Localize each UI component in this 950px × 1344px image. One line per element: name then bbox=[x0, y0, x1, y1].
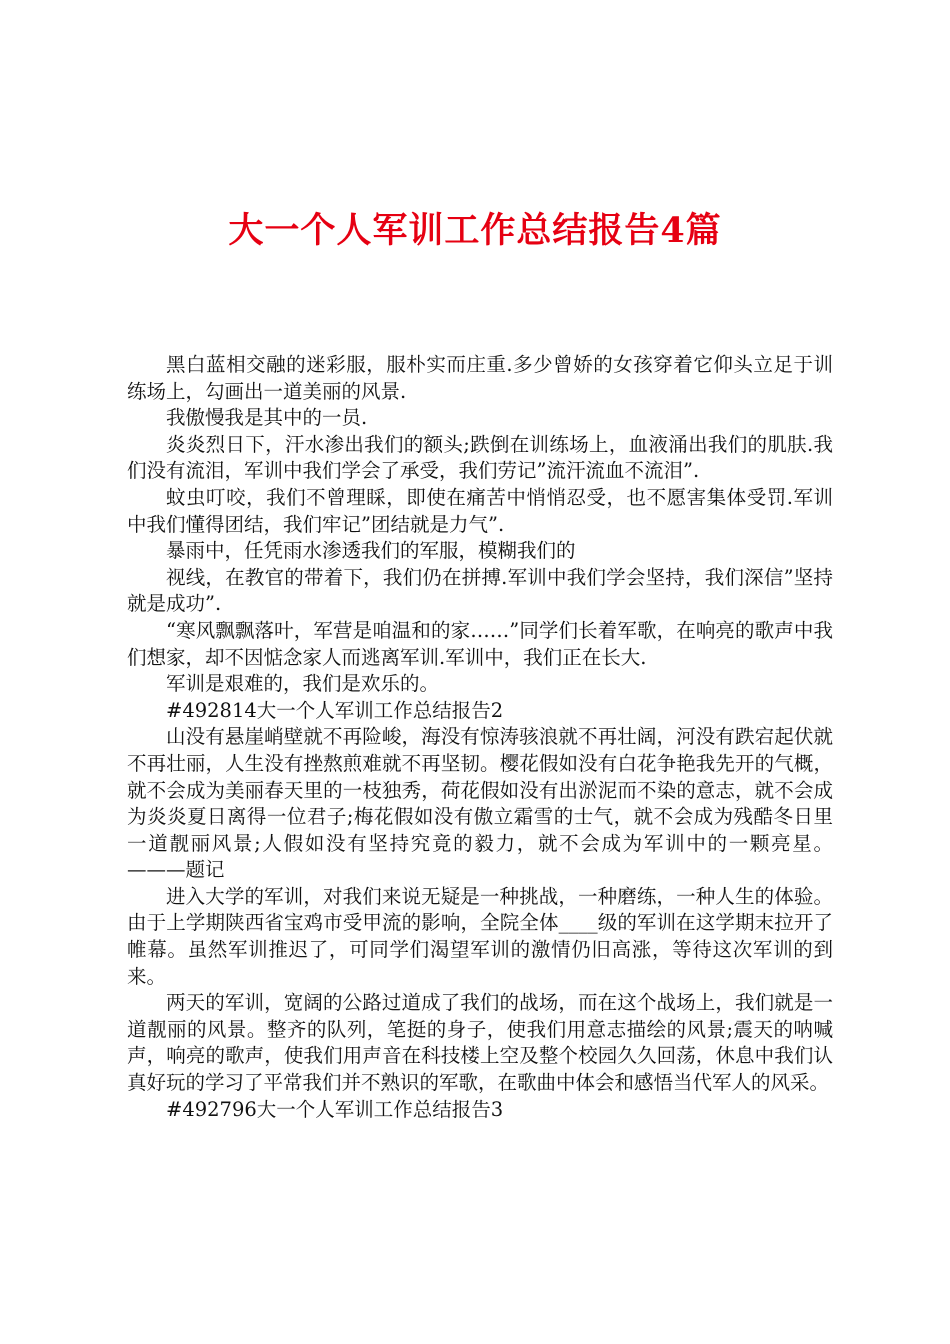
paragraph: “寒风飘飘落叶，军营是咱温和的家……”同学们长着军歌，在响亮的歌声中我们想家，却不因惦念家人而逃离军训.军训中，我们正在长大. bbox=[127, 618, 833, 669]
paragraph: 暴雨中，任凭雨水渗透我们的军服，模糊我们的 bbox=[166, 539, 576, 563]
paragraph: 炎炎烈日下，汗水渗出我们的额头;跌倒在训练场上，血液涌出我们的肌肤.我们没有流泪，军训中我们学会了承受，我们劳记”流汗流血不流泪”. bbox=[127, 432, 833, 483]
paragraph: 进入大学的军训，对我们来说无疑是一种挑战，一种磨练，一种人生的体验。由于上学期陕西省宝鸡市受甲流的影响，全院全体____级的军训在这学期末拉开了帷幕。虽然军训推迟了，可同学们渴望军训的激情仍旧高涨，等待这次军训的到来。 bbox=[127, 884, 833, 988]
paragraph: 黑白蓝相交融的迷彩服，服朴实而庄重.多少曾娇的女孩穿着它仰头立足于训练场上，勾画出一道美丽的风景. bbox=[127, 353, 833, 403]
document-title: 大一个人军训工作总结报告4篇 bbox=[228, 210, 722, 251]
paragraph: 军训是艰难的，我们是欢乐的。 bbox=[166, 672, 440, 696]
paragraph: 视线，在教官的带着下，我们仍在拼搏.军训中我们学会坚持，我们深信”坚持就是成功”. bbox=[127, 565, 833, 616]
paragraph: 山没有悬崖峭壁就不再险峻，海没有惊涛骇浪就不再壮阔，河没有跌宕起伏就不再壮丽，人生没有挫熬煎难就不再坚韧。樱花假如没有白花争艳我先开的气概，就不会成为美丽春天里的一枝独秀，荷花假如没有出淤泥而不染的意志，就不会成为炎炎夏日离得一位君子;梅花假如没有傲立霜雪的士气，就不会成为残酷冬日里一道靓丽风景;人假如没有坚持究竟的毅力，就不会成为军训中的一颗亮星。———题记 bbox=[127, 725, 833, 882]
paragraph: 两天的军训，宽阔的公路过道成了我们的战场，而在这个战场上，我们就是一道靓丽的风景。整齐的队列，笔挺的身子，使我们用意志描绘的风景;震天的呐喊声，响亮的歌声，使我们用声音在科技楼上空及整个校园久久回荡，休息中我们认真好玩的学习了平常我们并不熟识的军歌，在歌曲中体会和感悟当代军人的风采。 bbox=[127, 991, 833, 1095]
paragraph: 我傲慢我是其中的一员. bbox=[166, 406, 368, 430]
document-body bbox=[127, 352, 833, 1123]
paragraph: 蚊虫叮咬，我们不曾理睬，即使在痛苦中悄悄忍受，也不愿害集体受罚.军训中我们懂得团结，我们牢记”团结就是力气”. bbox=[127, 485, 833, 536]
section-heading: #492814大一个人军训工作总结报告2 bbox=[166, 698, 504, 722]
section-heading: #492796大一个人军训工作总结报告3 bbox=[166, 1097, 504, 1121]
